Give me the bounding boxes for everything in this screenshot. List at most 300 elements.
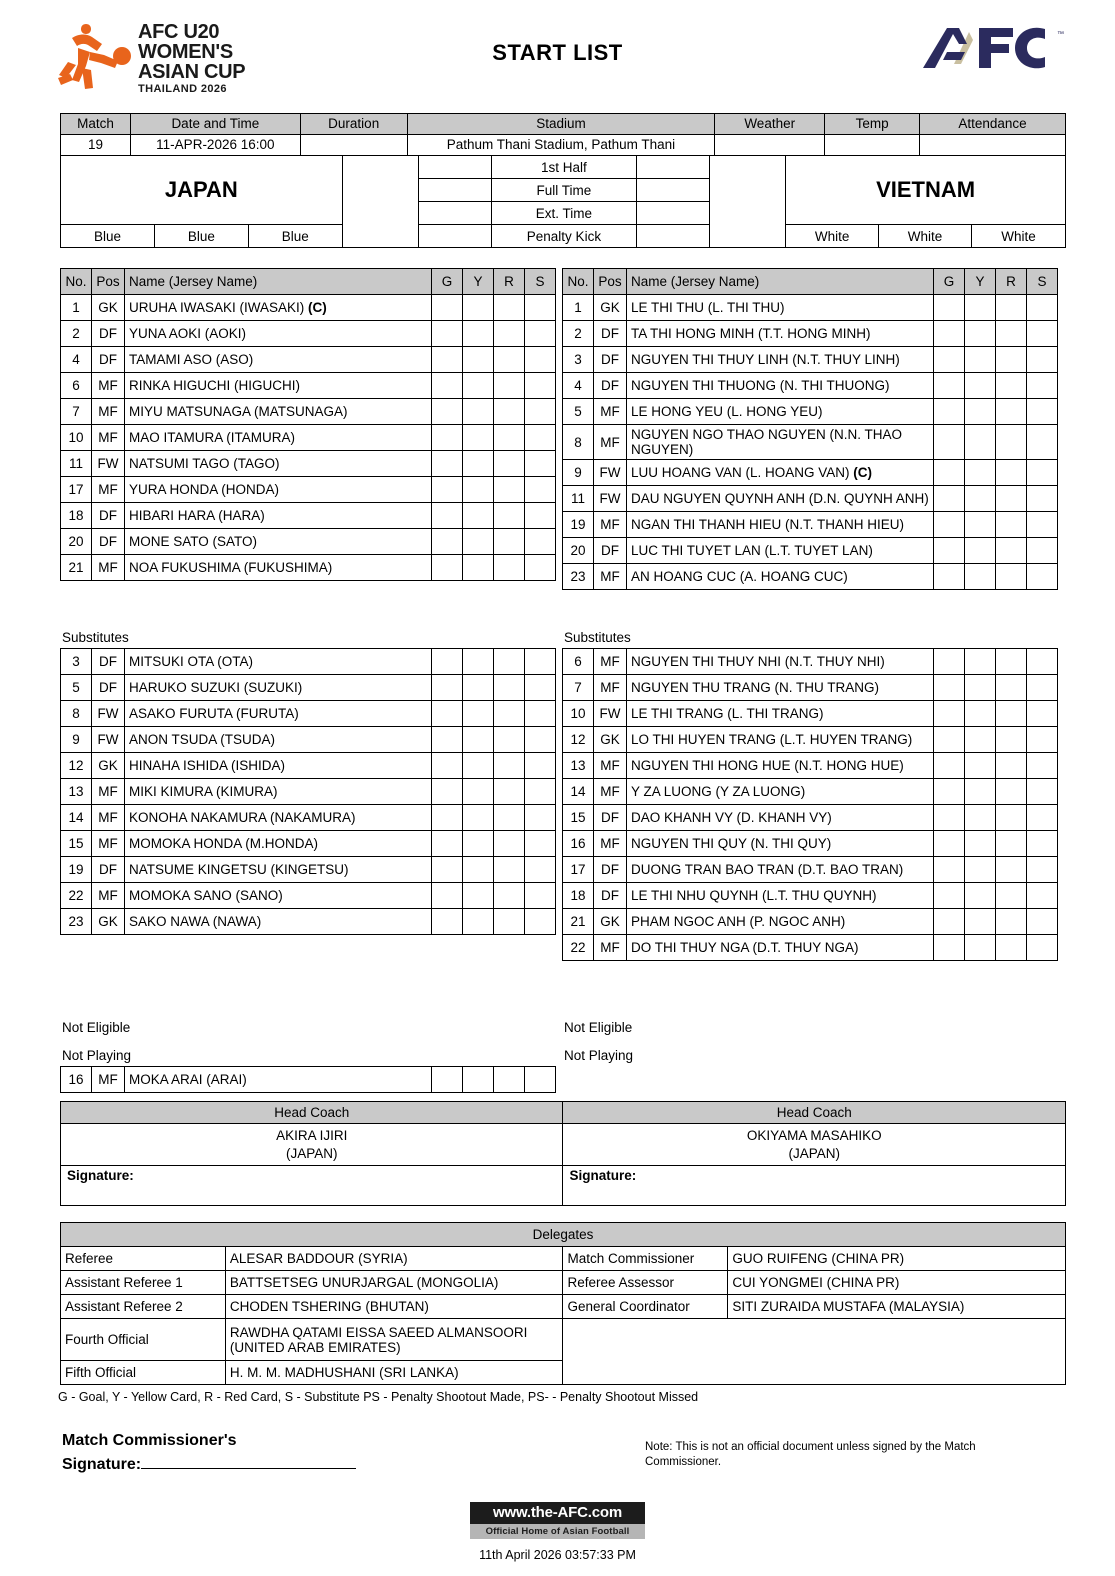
cell-red[interactable] <box>494 857 525 883</box>
player-position: GK <box>594 295 627 321</box>
cell-red[interactable] <box>494 295 525 321</box>
page-title: START LIST <box>492 40 623 65</box>
afc-logo <box>917 26 1067 74</box>
player-name: NATSUMI TAGO (TAGO) <box>125 451 432 477</box>
cell-red[interactable] <box>494 321 525 347</box>
away-head-coach <box>563 1124 1066 1166</box>
cell-goals[interactable] <box>934 347 965 373</box>
player-number: 9 <box>61 727 92 753</box>
cell-substitute[interactable] <box>1027 779 1058 805</box>
cell-goals[interactable] <box>432 779 463 805</box>
cell-goals[interactable] <box>432 1067 463 1093</box>
cell-goals[interactable] <box>432 805 463 831</box>
cell-substitute[interactable] <box>525 477 556 503</box>
cell-substitute[interactable] <box>525 727 556 753</box>
cell-yellow[interactable] <box>965 460 996 486</box>
player-name: MOKA ARAI (ARAI) <box>125 1067 432 1093</box>
player-number: 9 <box>563 460 594 486</box>
player-number: 19 <box>563 512 594 538</box>
player-number: 1 <box>563 295 594 321</box>
cell-yellow[interactable] <box>965 347 996 373</box>
cell-substitute[interactable] <box>525 555 556 581</box>
cell-substitute[interactable] <box>1027 373 1058 399</box>
lineup-row <box>563 805 1058 831</box>
cell-yellow[interactable] <box>463 373 494 399</box>
cell-substitute[interactable] <box>1027 486 1058 512</box>
svg-text:AFC U20: AFC U20 <box>138 21 220 43</box>
cell-substitute[interactable] <box>1027 321 1058 347</box>
cell-goals[interactable] <box>432 649 463 675</box>
cell-goals[interactable] <box>934 512 965 538</box>
cell-yellow[interactable] <box>965 831 996 857</box>
cell-red[interactable] <box>494 909 525 935</box>
lineup-row <box>61 701 556 727</box>
cell-yellow[interactable] <box>965 538 996 564</box>
cell-substitute[interactable] <box>525 753 556 779</box>
player-name: PHAM NGOC ANH (P. NGOC ANH) <box>627 909 934 935</box>
lineup-row <box>61 503 556 529</box>
cell-yellow[interactable] <box>463 831 494 857</box>
delegate-role-fifth-official: Fifth Official <box>61 1361 226 1385</box>
cell-goals[interactable] <box>934 909 965 935</box>
cell-yellow[interactable] <box>965 779 996 805</box>
col-no: No. <box>563 269 594 295</box>
cell-yellow[interactable] <box>463 805 494 831</box>
value-duration <box>300 135 407 156</box>
cell-substitute[interactable] <box>1027 564 1058 590</box>
lineup-row <box>563 486 1058 512</box>
col-r: R <box>494 269 525 295</box>
away-head-coach-label: Head Coach <box>563 1102 1066 1124</box>
home-substitutes-block <box>60 630 556 935</box>
cell-red[interactable] <box>494 805 525 831</box>
lineup-row <box>61 529 556 555</box>
lineup-row <box>563 857 1058 883</box>
signature-rule[interactable] <box>141 1452 356 1469</box>
lineup-row <box>563 512 1058 538</box>
cell-substitute[interactable] <box>525 857 556 883</box>
cell-red[interactable] <box>494 883 525 909</box>
player-name: NGAN THI THANH HIEU (N.T. THANH HIEU) <box>627 512 934 538</box>
player-position: MF <box>92 399 125 425</box>
cell-substitute[interactable] <box>1027 831 1058 857</box>
cell-goals[interactable] <box>432 373 463 399</box>
cell-yellow[interactable] <box>463 883 494 909</box>
cell-goals[interactable] <box>934 727 965 753</box>
away-score-1st-half <box>637 156 710 179</box>
cell-yellow[interactable] <box>463 753 494 779</box>
cell-yellow[interactable] <box>463 857 494 883</box>
player-position: GK <box>92 295 125 321</box>
player-number: 4 <box>61 347 92 373</box>
home-starters-table <box>60 268 556 581</box>
cell-goals[interactable] <box>934 295 965 321</box>
cell-yellow[interactable] <box>965 857 996 883</box>
cell-red[interactable] <box>996 399 1027 425</box>
away-coach-country: (JAPAN) <box>788 1145 840 1161</box>
cell-goals[interactable] <box>934 883 965 909</box>
cell-yellow[interactable] <box>965 675 996 701</box>
cell-yellow[interactable] <box>965 399 996 425</box>
cell-red[interactable] <box>494 555 525 581</box>
cell-yellow[interactable] <box>463 529 494 555</box>
cell-yellow[interactable] <box>965 425 996 460</box>
cell-yellow[interactable] <box>965 295 996 321</box>
cell-red[interactable] <box>494 347 525 373</box>
cell-goals[interactable] <box>934 675 965 701</box>
cell-yellow[interactable] <box>463 555 494 581</box>
cell-yellow[interactable] <box>463 675 494 701</box>
cell-goals[interactable] <box>432 701 463 727</box>
player-position: FW <box>594 701 627 727</box>
cell-goals[interactable] <box>934 831 965 857</box>
cell-yellow[interactable] <box>463 425 494 451</box>
cell-yellow[interactable] <box>463 1067 494 1093</box>
cell-goals[interactable] <box>934 701 965 727</box>
cell-red[interactable] <box>494 727 525 753</box>
cell-red[interactable] <box>996 347 1027 373</box>
cell-substitute[interactable] <box>525 451 556 477</box>
cell-substitute[interactable] <box>1027 701 1058 727</box>
lineup-row <box>61 909 556 935</box>
player-name: NATSUME KINGETSU (KINGETSU) <box>125 857 432 883</box>
cell-goals[interactable] <box>432 675 463 701</box>
cell-substitute[interactable] <box>1027 399 1058 425</box>
cell-red[interactable] <box>494 477 525 503</box>
cell-red[interactable] <box>494 399 525 425</box>
cell-substitute[interactable] <box>525 701 556 727</box>
player-position: MF <box>594 564 627 590</box>
cell-red[interactable] <box>996 935 1027 961</box>
cell-substitute[interactable] <box>525 321 556 347</box>
home-head-coach <box>61 1124 563 1166</box>
col-date-time: Date and Time <box>130 114 300 135</box>
col-name: Name (Jersey Name) <box>125 269 432 295</box>
away-kit-2: White <box>879 225 972 248</box>
cell-yellow[interactable] <box>463 779 494 805</box>
cell-yellow[interactable] <box>965 701 996 727</box>
cell-red[interactable] <box>996 701 1027 727</box>
score-label-1st-half: 1st Half <box>491 156 637 179</box>
cell-goals[interactable] <box>934 538 965 564</box>
delegates-table <box>60 1222 1066 1385</box>
cell-substitute[interactable] <box>1027 512 1058 538</box>
cell-red[interactable] <box>996 883 1027 909</box>
player-number: 2 <box>61 321 92 347</box>
cell-goals[interactable] <box>934 805 965 831</box>
cell-goals[interactable] <box>432 477 463 503</box>
lineup-row <box>563 399 1058 425</box>
cell-goals[interactable] <box>934 399 965 425</box>
cell-goals[interactable] <box>432 425 463 451</box>
cell-red[interactable] <box>996 373 1027 399</box>
col-s: S <box>525 269 556 295</box>
player-number: 2 <box>563 321 594 347</box>
cell-red[interactable] <box>996 460 1027 486</box>
cell-substitute[interactable] <box>1027 347 1058 373</box>
player-position: MF <box>92 555 125 581</box>
cell-red[interactable] <box>996 649 1027 675</box>
cell-substitute[interactable] <box>525 675 556 701</box>
cell-yellow[interactable] <box>965 486 996 512</box>
cell-substitute[interactable] <box>525 805 556 831</box>
cell-substitute[interactable] <box>525 503 556 529</box>
cell-goals[interactable] <box>934 486 965 512</box>
cell-substitute[interactable] <box>1027 295 1058 321</box>
col-pos: Pos <box>594 269 627 295</box>
match-info-value-row <box>61 135 1066 156</box>
cell-yellow[interactable] <box>965 883 996 909</box>
player-name: MONE SATO (SATO) <box>125 529 432 555</box>
delegate-name-general-coordinator: SITI ZURAIDA MUSTAFA (MALAYSIA) <box>728 1295 1066 1319</box>
lineup-row <box>61 831 556 857</box>
cell-yellow[interactable] <box>965 512 996 538</box>
col-y: Y <box>463 269 494 295</box>
player-name: MOMOKA SANO (SANO) <box>125 883 432 909</box>
cell-substitute[interactable] <box>1027 425 1058 460</box>
player-name: HARUKO SUZUKI (SUZUKI) <box>125 675 432 701</box>
cell-yellow[interactable] <box>463 347 494 373</box>
col-r: R <box>996 269 1027 295</box>
generated-timestamp: 11th April 2026 03:57:33 PM <box>479 1548 636 1562</box>
cell-goals[interactable] <box>432 727 463 753</box>
player-position: MF <box>594 512 627 538</box>
delegates-row <box>61 1361 1066 1385</box>
away-substitutes-table <box>562 648 1058 961</box>
cell-yellow[interactable] <box>463 295 494 321</box>
cell-yellow[interactable] <box>965 935 996 961</box>
cell-goals[interactable] <box>432 831 463 857</box>
player-number: 8 <box>61 701 92 727</box>
cell-goals[interactable] <box>934 649 965 675</box>
cell-red[interactable] <box>996 675 1027 701</box>
delegate-role-general-coordinator: General Coordinator <box>563 1295 728 1319</box>
lineup-row <box>61 727 556 753</box>
cell-red[interactable] <box>494 529 525 555</box>
cell-goals[interactable] <box>432 555 463 581</box>
player-number: 15 <box>61 831 92 857</box>
cell-substitute[interactable] <box>1027 753 1058 779</box>
cell-red[interactable] <box>996 909 1027 935</box>
cell-substitute[interactable] <box>1027 857 1058 883</box>
lineup-row <box>61 477 556 503</box>
cell-red[interactable] <box>996 564 1027 590</box>
cell-substitute[interactable] <box>525 529 556 555</box>
cell-substitute[interactable] <box>1027 538 1058 564</box>
cell-substitute[interactable] <box>525 779 556 805</box>
cell-goals[interactable] <box>432 857 463 883</box>
lineup-row <box>61 347 556 373</box>
cell-substitute[interactable] <box>1027 727 1058 753</box>
cell-red[interactable] <box>996 753 1027 779</box>
cell-goals[interactable] <box>934 753 965 779</box>
cell-goals[interactable] <box>934 935 965 961</box>
value-weather <box>715 135 825 156</box>
lineup-row <box>61 649 556 675</box>
cell-substitute[interactable] <box>1027 649 1058 675</box>
cell-goals[interactable] <box>934 564 965 590</box>
cell-goals[interactable] <box>432 295 463 321</box>
player-name: RINKA HIGUCHI (HIGUCHI) <box>125 373 432 399</box>
lineup-row <box>563 373 1058 399</box>
home-coach-signature[interactable]: Signature: <box>61 1166 563 1206</box>
cell-yellow[interactable] <box>463 701 494 727</box>
cell-red[interactable] <box>996 512 1027 538</box>
player-position: MF <box>92 883 125 909</box>
cell-substitute[interactable] <box>525 373 556 399</box>
cell-substitute[interactable] <box>1027 805 1058 831</box>
cell-red[interactable] <box>996 831 1027 857</box>
col-match: Match <box>61 114 131 135</box>
official-document-note: Note: This is not an official document unless signed by the Match Commissioner. <box>645 1441 976 1468</box>
away-score-full-time <box>637 179 710 202</box>
cell-yellow[interactable] <box>965 564 996 590</box>
away-coach-signature[interactable]: Signature: <box>563 1166 1066 1206</box>
cell-goals[interactable] <box>934 779 965 805</box>
cell-red[interactable] <box>996 805 1027 831</box>
cell-red[interactable] <box>494 373 525 399</box>
cell-red[interactable] <box>494 753 525 779</box>
cell-red[interactable] <box>996 727 1027 753</box>
cell-red[interactable] <box>996 538 1027 564</box>
home-coach-name: AKIRA IJIRI <box>276 1127 348 1143</box>
mc-signature-line2: Signature: <box>62 1456 142 1473</box>
cell-yellow[interactable] <box>965 805 996 831</box>
cell-red[interactable] <box>494 425 525 451</box>
cell-goals[interactable] <box>432 909 463 935</box>
cell-red[interactable] <box>996 779 1027 805</box>
player-position: DF <box>92 347 125 373</box>
home-kit-1: Blue <box>61 225 155 248</box>
delegate-role-match-commissioner: Match Commissioner <box>563 1247 728 1271</box>
cell-red[interactable] <box>494 503 525 529</box>
cell-red[interactable] <box>494 701 525 727</box>
delegate-name-fifth-official: H. M. M. MADHUSHANI (SRI LANKA) <box>225 1361 563 1385</box>
cell-substitute[interactable] <box>525 295 556 321</box>
cell-substitute[interactable] <box>525 909 556 935</box>
player-number: 11 <box>563 486 594 512</box>
cell-yellow[interactable] <box>965 727 996 753</box>
cell-red[interactable] <box>494 451 525 477</box>
cell-goals[interactable] <box>432 883 463 909</box>
cell-goals[interactable] <box>432 529 463 555</box>
away-starters-block <box>562 268 1058 590</box>
cell-substitute[interactable] <box>525 425 556 451</box>
cell-substitute[interactable] <box>1027 675 1058 701</box>
player-position: FW <box>92 451 125 477</box>
home-substitutes-table <box>60 648 556 935</box>
cell-yellow[interactable] <box>965 373 996 399</box>
player-number: 5 <box>61 675 92 701</box>
cell-yellow[interactable] <box>965 649 996 675</box>
cell-yellow[interactable] <box>463 649 494 675</box>
cell-substitute[interactable] <box>525 649 556 675</box>
player-number: 3 <box>61 649 92 675</box>
match-commissioner-signature[interactable] <box>62 1430 356 1476</box>
cell-substitute[interactable] <box>1027 460 1058 486</box>
lineup-row <box>61 883 556 909</box>
player-position: DF <box>92 529 125 555</box>
player-name: NGUYEN NGO THAO NGUYEN (N.N. THAO NGUYEN) <box>627 425 934 460</box>
cell-goals[interactable] <box>934 425 965 460</box>
cell-goals[interactable] <box>934 321 965 347</box>
cell-goals[interactable] <box>432 399 463 425</box>
lineup-row <box>61 321 556 347</box>
cell-yellow[interactable] <box>463 321 494 347</box>
away-starters-table <box>562 268 1058 590</box>
cell-yellow[interactable] <box>463 727 494 753</box>
lineup-row <box>61 555 556 581</box>
player-number: 6 <box>61 373 92 399</box>
document-header <box>0 0 1115 104</box>
player-number: 4 <box>563 373 594 399</box>
score-label-penalty: Penalty Kick <box>491 225 637 248</box>
lineup-row <box>563 460 1058 486</box>
player-position: MF <box>92 831 125 857</box>
cell-substitute[interactable] <box>1027 883 1058 909</box>
player-name: NGUYEN THI HONG HUE (N.T. HONG HUE) <box>627 753 934 779</box>
cell-yellow[interactable] <box>965 321 996 347</box>
cell-goals[interactable] <box>934 373 965 399</box>
away-substitutes-block <box>562 630 1058 961</box>
cell-red[interactable] <box>494 649 525 675</box>
player-position: DF <box>594 883 627 909</box>
cell-yellow[interactable] <box>463 909 494 935</box>
cell-red[interactable] <box>494 779 525 805</box>
cell-substitute[interactable] <box>1027 935 1058 961</box>
player-name: TA THI HONG MINH (T.T. HONG MINH) <box>627 321 934 347</box>
delegates-row <box>61 1247 1066 1271</box>
cell-red[interactable] <box>494 675 525 701</box>
cell-goals[interactable] <box>432 451 463 477</box>
cell-yellow[interactable] <box>463 451 494 477</box>
player-position: MF <box>92 805 125 831</box>
home-kit-2: Blue <box>154 225 248 248</box>
player-name: DAO KHANH VY (D. KHANH VY) <box>627 805 934 831</box>
cell-yellow[interactable] <box>965 909 996 935</box>
away-not-playing-label: Not Playing <box>564 1048 634 1063</box>
cell-yellow[interactable] <box>463 477 494 503</box>
cell-yellow[interactable] <box>463 399 494 425</box>
cell-substitute[interactable] <box>525 1067 556 1093</box>
cell-goals[interactable] <box>934 857 965 883</box>
cell-goals[interactable] <box>432 321 463 347</box>
cell-substitute[interactable] <box>525 399 556 425</box>
lineup-row <box>61 857 556 883</box>
cell-red[interactable] <box>996 295 1027 321</box>
cell-red[interactable] <box>996 321 1027 347</box>
cell-goals[interactable] <box>432 753 463 779</box>
cell-substitute[interactable] <box>1027 909 1058 935</box>
away-team-name: VIETNAM <box>786 156 1066 225</box>
home-blank-col <box>342 156 418 248</box>
cell-goals[interactable] <box>432 347 463 373</box>
cell-red[interactable] <box>494 1067 525 1093</box>
cell-yellow[interactable] <box>965 753 996 779</box>
cell-red[interactable] <box>996 486 1027 512</box>
cell-substitute[interactable] <box>525 831 556 857</box>
cell-goals[interactable] <box>432 503 463 529</box>
player-name: NGUYEN THU TRANG (N. THU TRANG) <box>627 675 934 701</box>
cell-substitute[interactable] <box>525 347 556 373</box>
cell-substitute[interactable] <box>525 883 556 909</box>
cell-goals[interactable] <box>934 460 965 486</box>
cell-red[interactable] <box>494 831 525 857</box>
cell-red[interactable] <box>996 857 1027 883</box>
cell-yellow[interactable] <box>463 503 494 529</box>
cell-red[interactable] <box>996 425 1027 460</box>
lineup-row <box>563 753 1058 779</box>
